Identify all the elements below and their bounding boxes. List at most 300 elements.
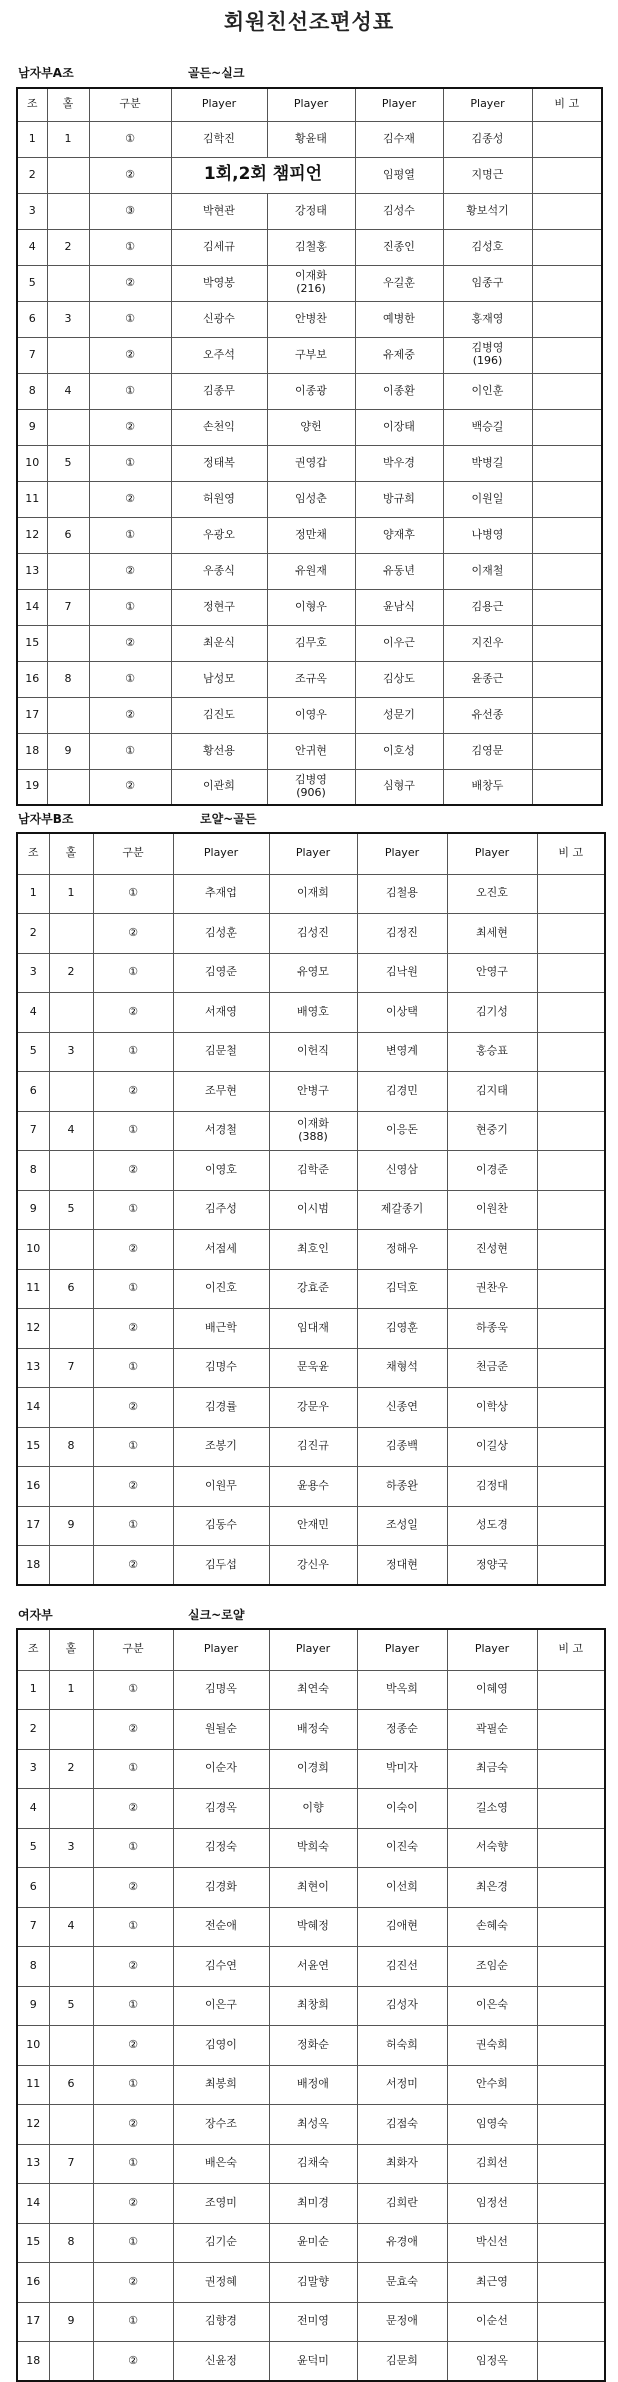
player-cell: 신윤정 xyxy=(173,2342,269,2382)
player-cell: 박우경 xyxy=(355,445,443,481)
player-cell: 김영문 xyxy=(443,733,532,769)
player-cell: 정화순 xyxy=(269,2026,357,2066)
note-cell xyxy=(537,1947,605,1987)
note-cell xyxy=(537,993,605,1033)
player-cell: 김명옥 xyxy=(173,1670,269,1710)
player-cell: 성도경 xyxy=(447,1506,537,1546)
player-cell: 홍승표 xyxy=(447,1032,537,1072)
hole-cell: 4 xyxy=(49,1907,93,1947)
player-cell: 임정선 xyxy=(447,2184,537,2224)
player-cell: 정현구 xyxy=(171,589,267,625)
column-header: Player xyxy=(269,1629,357,1670)
player-cell: 정태복 xyxy=(171,445,267,481)
division-cell: ① xyxy=(93,1506,173,1546)
division-cell: ① xyxy=(89,589,171,625)
player-cell: 황윤태 xyxy=(267,121,355,157)
note-cell xyxy=(537,2263,605,2303)
player-cell: 김진도 xyxy=(171,697,267,733)
player-cell: 김정숙 xyxy=(173,1828,269,1868)
note-cell xyxy=(532,193,602,229)
note-cell xyxy=(537,2223,605,2263)
player-cell: 최화자 xyxy=(357,2144,447,2184)
player-cell: 안수희 xyxy=(447,2065,537,2105)
player-cell: 김학준 xyxy=(269,1151,357,1191)
player-cell: 정대현 xyxy=(357,1546,447,1586)
note-cell xyxy=(532,661,602,697)
group-cell: 18 xyxy=(17,733,47,769)
group-cell: 4 xyxy=(17,1789,49,1829)
player-cell: 문욱윤 xyxy=(269,1348,357,1388)
hole-cell: 6 xyxy=(49,1269,93,1309)
group-cell: 13 xyxy=(17,553,47,589)
player-cell: 이경희 xyxy=(269,1749,357,1789)
section-women xyxy=(0,1604,618,2367)
player-cell: 김수연 xyxy=(173,1947,269,1987)
hole-cell xyxy=(49,1151,93,1191)
division-cell: ② xyxy=(89,265,171,301)
player-cell: 진성현 xyxy=(447,1230,537,1270)
division-cell: ② xyxy=(93,1230,173,1270)
note-cell xyxy=(537,1230,605,1270)
table-row xyxy=(17,661,602,697)
player-cell: 남성모 xyxy=(171,661,267,697)
group-cell: 17 xyxy=(17,2302,49,2342)
note-cell xyxy=(537,1868,605,1908)
player-cell: 정종순 xyxy=(357,1710,447,1750)
division-cell: ① xyxy=(93,2144,173,2184)
player-cell: 안병구 xyxy=(269,1072,357,1112)
table-row xyxy=(17,517,602,553)
group-cell: 5 xyxy=(17,1032,49,1072)
group-cell: 5 xyxy=(17,265,47,301)
player-cell: 김영훈 xyxy=(357,1309,447,1349)
group-cell: 12 xyxy=(17,1309,49,1349)
player-cell: 김주성 xyxy=(173,1190,269,1230)
player-cell: 김채숙 xyxy=(269,2144,357,2184)
table-row xyxy=(17,2065,605,2105)
player-cell: 강효준 xyxy=(269,1269,357,1309)
division-cell: ① xyxy=(93,2223,173,2263)
player-cell: 오주석 xyxy=(171,337,267,373)
note-cell xyxy=(532,265,602,301)
note-cell xyxy=(537,1986,605,2026)
player-cell: 조영미 xyxy=(173,2184,269,2224)
group-cell: 3 xyxy=(17,193,47,229)
player-cell: 이영호 xyxy=(173,1151,269,1191)
division-cell: ① xyxy=(89,661,171,697)
player-cell: 길소영 xyxy=(447,1789,537,1829)
document-title: 회원친선조편성표 xyxy=(223,10,395,34)
column-header: Player xyxy=(173,1629,269,1670)
player-cell: 이은숙 xyxy=(447,1986,537,2026)
table-row xyxy=(17,993,605,1033)
player-cell: 김희란 xyxy=(357,2184,447,2224)
division-cell: ② xyxy=(93,2342,173,2382)
table-row xyxy=(17,1907,605,1947)
section-men-a xyxy=(0,62,618,799)
player-cell: 김지태 xyxy=(447,1072,537,1112)
group-cell: 13 xyxy=(17,1348,49,1388)
division-cell: ③ xyxy=(89,193,171,229)
player-cell: 박병길 xyxy=(443,445,532,481)
column-header: 비 고 xyxy=(532,88,602,121)
section-course: 골든~실크 xyxy=(188,66,245,80)
player-cell: 신영삼 xyxy=(357,1151,447,1191)
note-cell xyxy=(537,1828,605,1868)
division-cell: ① xyxy=(93,1111,173,1151)
group-cell: 7 xyxy=(17,1111,49,1151)
group-cell: 5 xyxy=(17,1828,49,1868)
column-header: 구분 xyxy=(89,88,171,121)
table-row xyxy=(17,193,602,229)
player-cell: 조규옥 xyxy=(267,661,355,697)
player-cell: 최미경 xyxy=(269,2184,357,2224)
group-cell: 14 xyxy=(17,2184,49,2224)
player-cell: 임영숙 xyxy=(447,2105,537,2145)
hole-cell: 3 xyxy=(49,1828,93,1868)
player-cell: 최연숙 xyxy=(269,1670,357,1710)
group-cell: 19 xyxy=(17,769,47,805)
table-row xyxy=(17,1032,605,1072)
division-cell: ② xyxy=(89,481,171,517)
player-cell: 현중기 xyxy=(447,1111,537,1151)
section-header xyxy=(0,62,618,84)
player-cell: 이원무 xyxy=(173,1467,269,1507)
table-row xyxy=(17,733,602,769)
group-cell: 10 xyxy=(17,2026,49,2066)
note-cell xyxy=(537,1072,605,1112)
player-cell: 배정숙 xyxy=(269,1710,357,1750)
player-cell: 이종환 xyxy=(355,373,443,409)
group-cell: 3 xyxy=(17,1749,49,1789)
player-cell: 황보석기 xyxy=(443,193,532,229)
hole-cell: 6 xyxy=(47,517,89,553)
note-cell xyxy=(537,1467,605,1507)
player-cell: 이학상 xyxy=(447,1388,537,1428)
player-cell: 김덕호 xyxy=(357,1269,447,1309)
player-cell: 임성춘 xyxy=(267,481,355,517)
table-row xyxy=(17,1427,605,1467)
note-cell xyxy=(537,1749,605,1789)
group-cell: 6 xyxy=(17,1072,49,1112)
note-cell xyxy=(532,337,602,373)
note-cell xyxy=(537,2144,605,2184)
column-header: Player xyxy=(357,1629,447,1670)
player-cell: 최은경 xyxy=(447,1868,537,1908)
player-cell: 채형석 xyxy=(357,1348,447,1388)
group-cell: 11 xyxy=(17,1269,49,1309)
player-cell: 이원찬 xyxy=(447,1190,537,1230)
division-cell: ① xyxy=(89,121,171,157)
note-cell xyxy=(532,589,602,625)
player-cell: 윤미순 xyxy=(269,2223,357,2263)
player-cell: 권찬우 xyxy=(447,1269,537,1309)
division-cell: ② xyxy=(93,1072,173,1112)
division-cell: ② xyxy=(93,1388,173,1428)
division-cell: ① xyxy=(93,1670,173,1710)
note-cell xyxy=(537,2105,605,2145)
player-cell: 김세규 xyxy=(171,229,267,265)
group-cell: 16 xyxy=(17,2263,49,2303)
division-cell: ① xyxy=(93,2065,173,2105)
division-cell: ① xyxy=(93,1032,173,1072)
table-row xyxy=(17,914,605,954)
note-cell xyxy=(537,1151,605,1191)
table-row xyxy=(17,1506,605,1546)
division-cell: ② xyxy=(89,553,171,589)
hole-cell xyxy=(47,157,89,193)
player-cell: 박혜정 xyxy=(269,1907,357,1947)
table-row xyxy=(17,874,605,914)
division-cell: ① xyxy=(89,301,171,337)
group-cell: 11 xyxy=(17,2065,49,2105)
player-cell: 나병영 xyxy=(443,517,532,553)
player-cell: 천금준 xyxy=(447,1348,537,1388)
player-cell: 조성일 xyxy=(357,1506,447,1546)
player-cell: 박희숙 xyxy=(269,1828,357,1868)
player-cell: 정양국 xyxy=(447,1546,537,1586)
hole-cell xyxy=(49,1230,93,1270)
note-cell xyxy=(537,2302,605,2342)
player-cell: 박영봉 xyxy=(171,265,267,301)
table-row xyxy=(17,1710,605,1750)
player-cell: 김정진 xyxy=(357,914,447,954)
player-cell: 김희선 xyxy=(447,2144,537,2184)
player-cell: 이헌직 xyxy=(269,1032,357,1072)
player-cell: 이선희 xyxy=(357,1868,447,1908)
division-cell: ② xyxy=(89,769,171,805)
player-cell: 임정옥 xyxy=(447,2342,537,2382)
player-cell: 안재민 xyxy=(269,1506,357,1546)
note-cell xyxy=(537,1427,605,1467)
division-cell: ② xyxy=(93,993,173,1033)
group-cell: 17 xyxy=(17,1506,49,1546)
table-row xyxy=(17,121,602,157)
group-cell: 9 xyxy=(17,1190,49,1230)
group-cell: 17 xyxy=(17,697,47,733)
player-cell: 최성옥 xyxy=(269,2105,357,2145)
division-cell: ② xyxy=(93,2026,173,2066)
player-cell: 이재화 (216) xyxy=(267,265,355,301)
player-cell: 권숙희 xyxy=(447,2026,537,2066)
division-cell: ① xyxy=(93,1269,173,1309)
table-row xyxy=(17,409,602,445)
player-cell: 김동수 xyxy=(173,1506,269,1546)
player-cell: 김말향 xyxy=(269,2263,357,2303)
group-cell: 14 xyxy=(17,589,47,625)
group-cell: 7 xyxy=(17,1907,49,1947)
player-cell: 조임순 xyxy=(447,1947,537,1987)
table-row xyxy=(17,2184,605,2224)
hole-cell xyxy=(49,2184,93,2224)
division-cell: ② xyxy=(93,2105,173,2145)
player-cell: 최현이 xyxy=(269,1868,357,1908)
section-name: 남자부B조 xyxy=(18,812,74,826)
player-cell: 이호성 xyxy=(355,733,443,769)
player-cell: 서윤연 xyxy=(269,1947,357,1987)
player-cell: 김명수 xyxy=(173,1348,269,1388)
player-cell: 강신우 xyxy=(269,1546,357,1586)
player-cell: 이순자 xyxy=(173,1749,269,1789)
player-cell: 하종욱 xyxy=(447,1309,537,1349)
table-row xyxy=(17,1546,605,1586)
group-cell: 14 xyxy=(17,1388,49,1428)
player-cell: 전미영 xyxy=(269,2302,357,2342)
note-cell xyxy=(537,1907,605,1947)
division-cell: ① xyxy=(89,445,171,481)
group-cell: 18 xyxy=(17,2342,49,2382)
player-cell: 유영모 xyxy=(269,953,357,993)
player-cell: 허숙희 xyxy=(357,2026,447,2066)
column-header: Player xyxy=(447,833,537,874)
player-cell: 홍재영 xyxy=(443,301,532,337)
division-cell: ② xyxy=(93,1710,173,1750)
player-cell: 장수조 xyxy=(173,2105,269,2145)
note-cell xyxy=(537,874,605,914)
table-row xyxy=(17,229,602,265)
division-cell: ① xyxy=(93,1749,173,1789)
player-cell: 양헌 xyxy=(267,409,355,445)
hole-cell: 2 xyxy=(49,953,93,993)
player-cell: 김수재 xyxy=(355,121,443,157)
note-cell xyxy=(532,445,602,481)
hole-cell: 4 xyxy=(49,1111,93,1151)
player-cell: 김용근 xyxy=(443,589,532,625)
player-cell: 이진숙 xyxy=(357,1828,447,1868)
player-cell: 이시범 xyxy=(269,1190,357,1230)
player-cell: 김병영 (196) xyxy=(443,337,532,373)
player-cell: 박미자 xyxy=(357,1749,447,1789)
division-cell: ① xyxy=(93,1828,173,1868)
note-cell xyxy=(532,301,602,337)
group-cell: 16 xyxy=(17,661,47,697)
column-header: 홀 xyxy=(49,833,93,874)
hole-cell: 2 xyxy=(49,1749,93,1789)
player-cell: 윤종근 xyxy=(443,661,532,697)
note-cell xyxy=(537,1506,605,1546)
table-row xyxy=(17,1190,605,1230)
player-cell: 이상택 xyxy=(357,993,447,1033)
table-row xyxy=(17,1749,605,1789)
player-cell: 제갈종기 xyxy=(357,1190,447,1230)
hole-cell xyxy=(49,1388,93,1428)
division-cell: ② xyxy=(89,625,171,661)
player-cell: 이종광 xyxy=(267,373,355,409)
group-cell: 7 xyxy=(17,337,47,373)
player-cell: 윤용수 xyxy=(269,1467,357,1507)
hole-cell: 1 xyxy=(47,121,89,157)
player-cell: 예병한 xyxy=(355,301,443,337)
player-cell: 김철용 xyxy=(357,874,447,914)
player-cell: 우광오 xyxy=(171,517,267,553)
table-row xyxy=(17,2223,605,2263)
division-cell: ② xyxy=(93,2263,173,2303)
note-cell xyxy=(532,733,602,769)
table-row xyxy=(17,1348,605,1388)
player-cell: 조무현 xyxy=(173,1072,269,1112)
player-cell: 지진우 xyxy=(443,625,532,661)
note-cell xyxy=(532,121,602,157)
hole-cell xyxy=(47,265,89,301)
player-cell: 손천익 xyxy=(171,409,267,445)
group-cell: 8 xyxy=(17,373,47,409)
player-cell: 구부보 xyxy=(267,337,355,373)
column-header: Player xyxy=(447,1629,537,1670)
note-cell xyxy=(532,625,602,661)
note-cell xyxy=(532,229,602,265)
division-cell: ② xyxy=(93,1546,173,1586)
player-cell: 신광수 xyxy=(171,301,267,337)
group-cell: 10 xyxy=(17,445,47,481)
player-cell: 최운식 xyxy=(171,625,267,661)
table-row xyxy=(17,1230,605,1270)
player-cell: 박현관 xyxy=(171,193,267,229)
hole-cell: 9 xyxy=(49,1506,93,1546)
hole-cell xyxy=(49,2263,93,2303)
player-cell: 이길상 xyxy=(447,1427,537,1467)
group-cell: 1 xyxy=(17,874,49,914)
player-cell: 김정대 xyxy=(447,1467,537,1507)
hole-cell xyxy=(49,2105,93,2145)
group-cell: 3 xyxy=(17,953,49,993)
player-cell: 성문기 xyxy=(355,697,443,733)
player-cell: 하종완 xyxy=(357,1467,447,1507)
hole-cell: 9 xyxy=(47,733,89,769)
division-cell: ① xyxy=(93,1427,173,1467)
player-cell: 김무호 xyxy=(267,625,355,661)
division-cell: ① xyxy=(93,1986,173,2026)
player-cell: 이영우 xyxy=(267,697,355,733)
column-header: Player xyxy=(355,88,443,121)
section-men-b xyxy=(0,808,618,1571)
player-cell: 곽필순 xyxy=(447,1710,537,1750)
player-cell: 유동년 xyxy=(355,553,443,589)
group-cell: 11 xyxy=(17,481,47,517)
note-cell xyxy=(532,769,602,805)
note-cell xyxy=(532,409,602,445)
note-cell xyxy=(532,157,602,193)
section-name: 여자부 xyxy=(18,1608,53,1622)
player-cell: 유제중 xyxy=(355,337,443,373)
player-cell: 변영계 xyxy=(357,1032,447,1072)
table-row xyxy=(17,1828,605,1868)
hole-cell xyxy=(49,2026,93,2066)
player-cell: 유원재 xyxy=(267,553,355,589)
hole-cell: 8 xyxy=(47,661,89,697)
table-row xyxy=(17,1986,605,2026)
player-cell: 김경화 xyxy=(173,1868,269,1908)
player-cell: 최금숙 xyxy=(447,1749,537,1789)
hole-cell xyxy=(49,1868,93,1908)
hole-cell: 7 xyxy=(49,1348,93,1388)
player-cell: 김애현 xyxy=(357,1907,447,1947)
group-cell: 1 xyxy=(17,1670,49,1710)
player-cell: 김문희 xyxy=(357,2342,447,2382)
player-cell: 안영구 xyxy=(447,953,537,993)
player-cell: 오진호 xyxy=(447,874,537,914)
player-cell: 김기성 xyxy=(447,993,537,1033)
division-cell: ② xyxy=(93,1309,173,1349)
hole-cell: 4 xyxy=(47,373,89,409)
player-cell: 임대재 xyxy=(269,1309,357,1349)
player-cell: 이혜영 xyxy=(447,1670,537,1710)
division-cell: ① xyxy=(89,733,171,769)
player-cell: 김경옥 xyxy=(173,1789,269,1829)
hole-cell: 5 xyxy=(47,445,89,481)
column-header: Player xyxy=(171,88,267,121)
hole-cell xyxy=(49,993,93,1033)
note-cell xyxy=(537,1269,605,1309)
